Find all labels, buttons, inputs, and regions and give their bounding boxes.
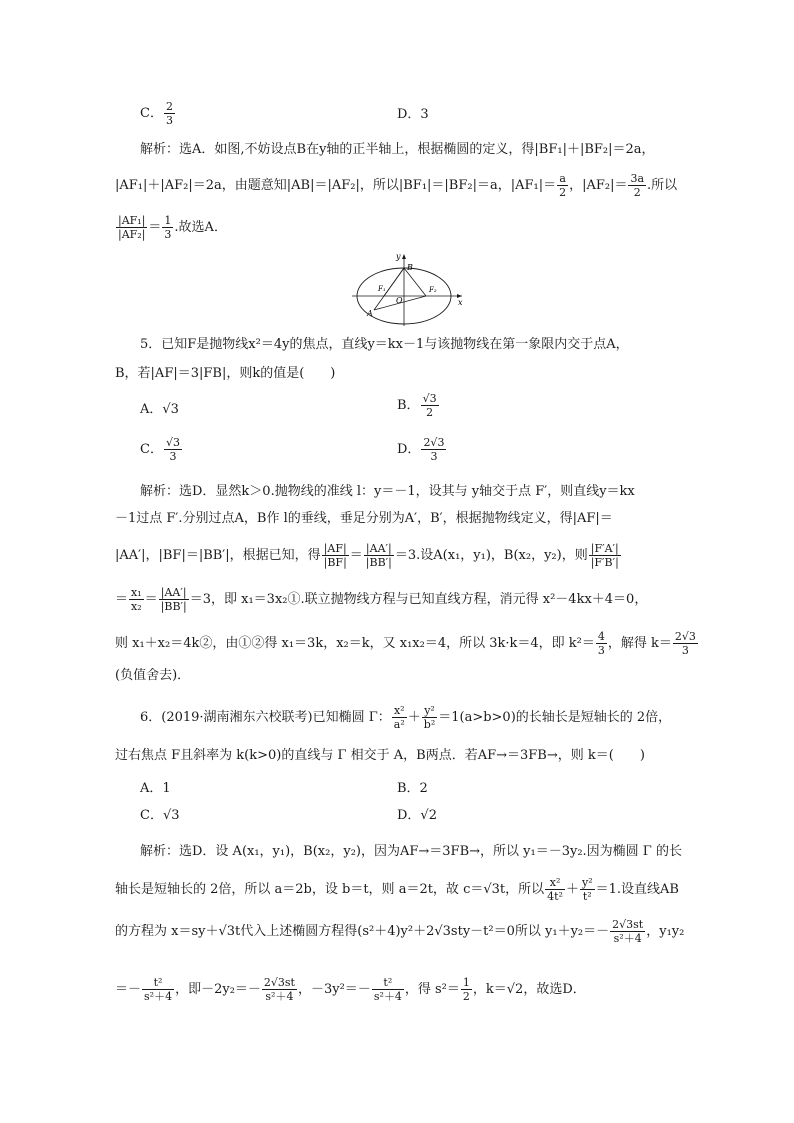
q4-solution-line-1: 解析：选A．如图,不妨设点B在y轴的正半轴上，根据椭圆的定义，得|BF₁|＋|BF₂|＝2a， xyxy=(140,142,655,157)
q5-solution-line-2: －1过点 F′.分别过点A，B作 l的垂线，垂足分别为A′，B′，根据抛物线定义，得|AF|＝ xyxy=(115,511,613,526)
fraction: $\frac{\text{t²}}{\text{s²＋4}}$ xyxy=(373,976,402,1003)
q5-stem-line-1: 5．已知F是抛物线x²＝4y的焦点，直线y＝kx－1与该抛物线在第一象限内交于点A， xyxy=(140,337,629,352)
q6-solution-line-2: 轴长是短轴长的 2倍，所以 a＝2b，设 b＝t，则 a＝2t，故 c＝√3t，所以 $\frac{\text{x²}}{\text{4t²}}$ ＋ $\frac{\text{y²}}{\text{t²}}$ ＝1.设直线AB xyxy=(115,876,679,903)
fraction: $\frac{|F'A'|}{|F'B'|}$ xyxy=(590,542,619,569)
fraction: $\frac{4}{3}$ xyxy=(597,630,605,657)
q6-option-d: D．√2 xyxy=(397,808,437,823)
q5-option-a: A．√3 xyxy=(140,402,179,417)
segment-b-f2 xyxy=(404,268,426,296)
q4-option-d: D．3 xyxy=(397,107,429,122)
y-axis-arrow xyxy=(402,254,406,259)
q4-option-c-label: C． xyxy=(140,106,163,121)
segment-b-f1 xyxy=(384,268,404,296)
fraction: $\frac{2√3}{3}$ xyxy=(674,630,696,657)
label-o: O xyxy=(396,296,403,305)
fraction: $\frac{3a}{2}$ xyxy=(630,172,645,199)
fraction: $\frac{|AF|}{|BF|}$ xyxy=(323,542,347,569)
q5-solution-line-4: ＝ $\frac{\text{x₁}}{\text{x₂}}$ ＝ $\frac{|AA'|}{|BB'|}$ ＝3，即 x₁＝3x₂①.联立抛物线方程与已知直线方程，消元得 x²－4kx＋4＝0， xyxy=(115,586,648,613)
fraction: $\frac{\text{x₁}}{\text{x₂}}$ xyxy=(131,586,142,613)
fraction: $\frac{\text{x²}}{\text{a²}}$ xyxy=(393,704,405,731)
q5-stem-line-2: B，若|AF|＝3|FB|，则k的值是( ) xyxy=(115,366,336,381)
q6-solution-line-1: 解析：选D．设 A(x₁，y₁)，B(x₂，y₂)，因为AF→＝3FB→，所以 y₁＝－3y₂.因为椭圆 Γ 的长 xyxy=(140,844,682,859)
q6-stem-line-1: 6．(2019·湖南湘东六校联考)已知椭圆 Γ： $\frac{\text{x²}}{\text{a²}}$ ＋ $\frac{\text{y²}}{\text{b²}}$ ＝1(a>b>0)的长轴长是短轴长的 2倍， xyxy=(140,704,672,731)
fraction: $\frac{2√3st}{\text{s²＋4}}$ xyxy=(263,976,295,1003)
q5-solution-line-6: (负值舍去)． xyxy=(115,668,191,683)
fraction: $\frac{1}{2}$ xyxy=(462,976,470,1003)
q5-option-c: C． $\frac{√3}{3}$ xyxy=(140,436,180,463)
fraction: $\frac{\text{|AF₁|}}{\text{|AF₂|}}$ xyxy=(118,214,146,241)
label-a: A xyxy=(367,309,373,318)
q6-stem-line-2: 过右焦点 F且斜率为 k(k>0)的直线与 Γ 相交于 A，B两点．若AF→＝3FB→，则 k＝( ) xyxy=(115,748,645,763)
q4-solution-line-3: $\frac{\text{|AF₁|}}{\text{|AF₂|}}$ ＝ $\frac{1}{3}$ .故选A． xyxy=(118,214,227,241)
q5-solution-line-3: |AA′|，|BF|＝|BB′|，根据已知，得 $\frac{|AF|}{|BF|}$ ＝ $\frac{|AA'|}{|BB'|}$ ＝3.设A(x₁，y₁)，B(x₂，y₂)，则 $\frac{|F'A'|}{|F'B'|}$ xyxy=(115,542,619,569)
label-f2: F₂ xyxy=(429,286,437,294)
fraction: $\frac{√3}{3}$ xyxy=(165,436,180,463)
ellipse-figure xyxy=(350,250,470,328)
fraction: $\frac{2√3}{3}$ xyxy=(423,436,445,463)
fraction: $\frac{√3}{2}$ xyxy=(422,392,437,419)
label-y: y xyxy=(396,252,401,261)
fraction: $\frac{2√3st}{\text{s²＋4}}$ xyxy=(612,918,644,945)
q5-solution-line-5: 则 x₁＋x₂＝4k②，由①②得 x₁＝3k，x₂＝k，又 x₁x₂＝4，所以 3k·k＝4，即 k²＝ $\frac{4}{3}$ ，解得 k＝ $\frac{2√3}{3}$ xyxy=(115,630,696,657)
fraction: $\frac{|AA'|}{|BB'|}$ xyxy=(365,542,392,569)
q5-option-b: B． $\frac{√3}{2}$ xyxy=(397,392,437,419)
q6-option-c: C．√3 xyxy=(140,808,180,823)
q5-option-d: D． $\frac{2√3}{3}$ xyxy=(397,436,445,463)
q6-solution-line-4: ＝－ $\frac{\text{t²}}{\text{s²＋4}}$ ，即－2y₂＝－ $\frac{2√3st}{\text{s²＋4}}$ ，－3y²＝－ $\frac{\text{t²}}{\text{s²＋4}}$ ，得 s²＝ $\frac{1}{2}$ ，k＝√2，故选D． xyxy=(115,976,586,1003)
q4-option-c-fraction: $\frac{2}{3}$ xyxy=(165,100,173,127)
label-x: x xyxy=(458,298,463,307)
fraction: $\frac{\text{x²}}{\text{4t²}}$ xyxy=(547,876,563,903)
q6-option-b: B．2 xyxy=(397,781,428,796)
q6-solution-line-3: 的方程为 x＝sy＋√3t代入上述椭圆方程得(s²＋4)y²＋2√3sty－t²＝0所以 y₁＋y₂＝－ $\frac{2√3st}{\text{s²＋4}}$ ，y₁y₂ xyxy=(115,918,685,945)
q6-option-a: A．1 xyxy=(140,781,171,796)
fraction: $\frac{\text{y²}}{\text{b²}}$ xyxy=(423,704,436,731)
q5-solution-line-1: 解析：选D．显然k＞0.抛物线的准线 l：y＝－1，设其与 y轴交于点 F′，则直线y＝kx xyxy=(140,484,635,499)
fraction: $\frac{\text{y²}}{\text{t²}}$ xyxy=(582,876,593,903)
label-b: B xyxy=(407,263,413,272)
q4-solution-line-2: |AF₁|＋|AF₂|＝2a，由题意知|AB|＝|AF₂|，所以|BF₁|＝|BF₂|＝a，|AF₁|＝ $\frac{a}{2}$ ，|AF₂|＝ $\frac{3a}{2}$ .所以 xyxy=(115,172,678,199)
fraction: $\frac{|AA'|}{|BB'|}$ xyxy=(160,586,187,613)
fraction: $\frac{1}{3}$ xyxy=(164,214,172,241)
fraction: $\frac{a}{2}$ xyxy=(559,172,567,199)
label-f1: F₁ xyxy=(378,285,386,293)
fraction: $\frac{\text{t²}}{\text{s²＋4}}$ xyxy=(144,976,173,1003)
q4-option-c xyxy=(140,100,176,127)
